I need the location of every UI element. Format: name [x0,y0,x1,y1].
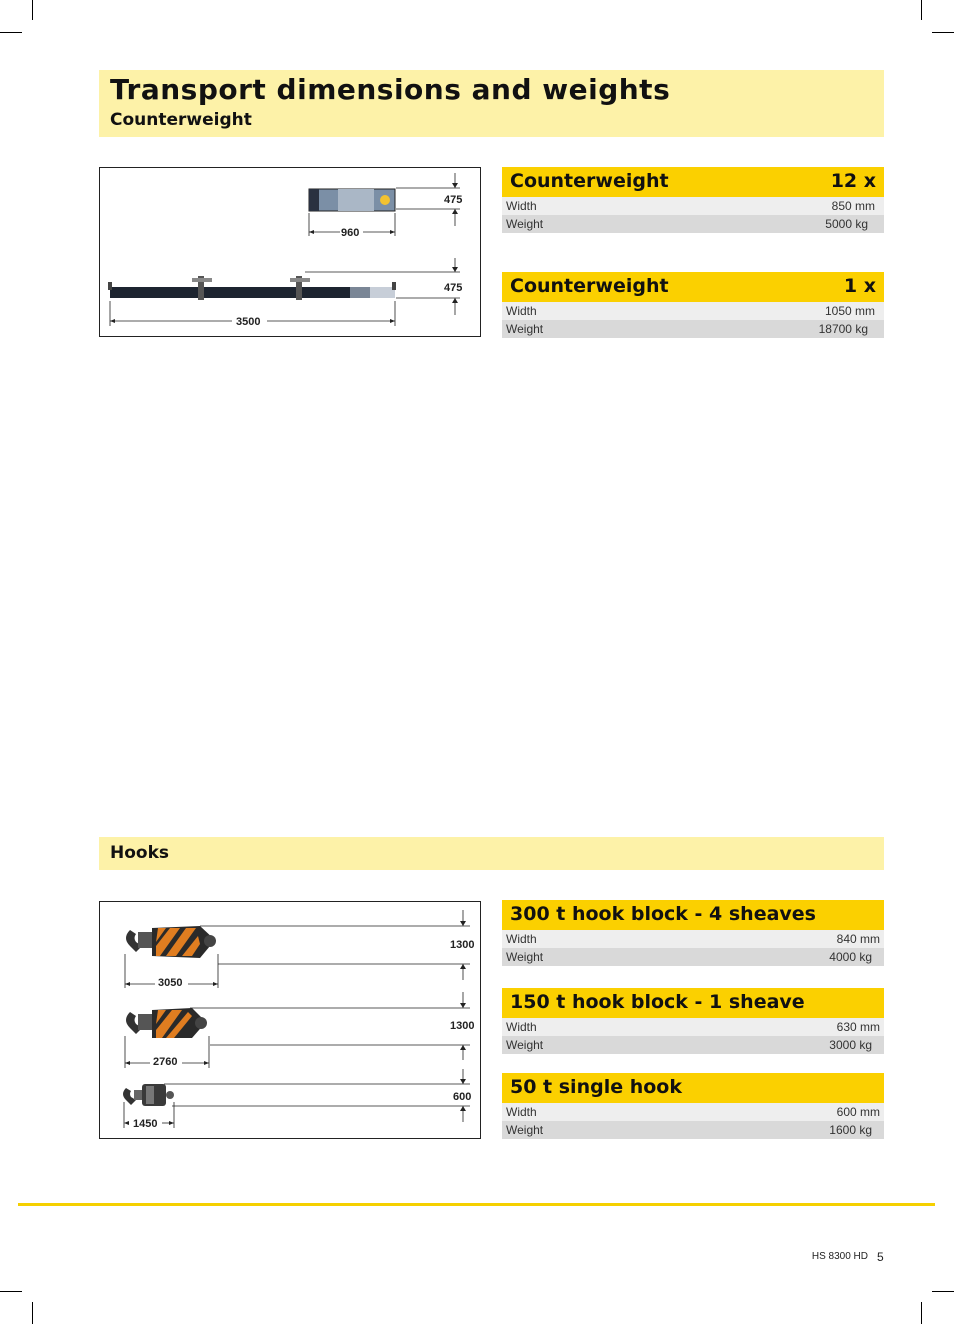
row-label: Weight [506,1123,544,1137]
page-number: 5 [877,1250,884,1264]
hook2-height-label: 1300 [450,1020,475,1032]
hook-table-50t [502,1073,884,1139]
table-header [502,900,884,930]
hook-block-4-sheaves-shape [126,926,216,958]
table-row [502,1121,884,1139]
table-title: Counterweight [510,170,669,192]
hook-table-300t [502,900,884,966]
table-row [502,1036,884,1054]
row-value: 850 mm [831,199,875,213]
hook-table-150t [502,988,884,1054]
table-header [502,167,884,197]
row-label: Width [506,304,537,318]
row-label: Width [506,1020,537,1034]
row-value: 1050 mm [824,304,875,318]
hooks-section-header [99,837,884,870]
small-height-label: 475 [444,194,463,206]
hooks-figure [99,901,481,1139]
hook2-length-label: 2760 [153,1056,178,1068]
small-length-label: 960 [341,227,360,239]
table-row [502,1103,884,1121]
table-title: 150 t hook block - 1 sheave [510,991,805,1013]
row-label: Width [506,932,537,946]
row-label: Weight [506,217,544,231]
page-title: Transport dimensions and weights [110,73,671,106]
row-label: Weight [506,950,544,964]
counterweight-table-2 [502,272,884,338]
row-value: 3000 kg [829,1038,872,1052]
hook3-height-label: 600 [453,1091,472,1103]
table-header [502,272,884,302]
crop-mark [32,0,33,20]
crop-mark [0,1291,22,1292]
large-length-label: 3500 [236,316,261,328]
large-counterweight-shape [108,276,396,300]
single-hook-shape [123,1084,174,1106]
table-header [502,1073,884,1103]
hooks-title: Hooks [110,843,170,863]
row-label: Weight [506,322,544,336]
row-value: 5000 kg [825,217,868,231]
hook-block-1-sheave-shape [126,1008,207,1038]
large-height-label: 475 [444,282,463,294]
row-value: 18700 kg [818,322,868,336]
table-header [502,988,884,1018]
footer-model: HS 8300 HD [811,1251,868,1262]
crop-mark [932,32,954,33]
row-label: Width [506,1105,537,1119]
table-row [502,948,884,966]
table-title: 300 t hook block - 4 sheaves [510,903,816,925]
row-value: 630 mm [836,1020,880,1034]
page-header [99,70,884,137]
table-title: Counterweight [510,275,669,297]
crop-mark [921,0,922,20]
counterweight-drawing [100,168,480,336]
counterweight-figure [99,167,481,337]
row-label: Width [506,199,537,213]
row-value: 600 mm [836,1105,880,1119]
crop-mark [0,32,22,33]
table-row [502,215,884,233]
hook1-height-label: 1300 [450,939,475,951]
row-value: 4000 kg [829,950,872,964]
row-value: 1600 kg [829,1123,872,1137]
table-row [502,302,884,320]
hook1-length-label: 3050 [158,977,183,989]
table-row [502,1018,884,1036]
page-subtitle: Counterweight [110,110,252,130]
counterweight-table-1 [502,167,884,233]
crop-mark [932,1291,954,1292]
small-counterweight-shape [309,189,395,211]
table-quantity: 1 x [843,275,876,297]
table-title: 50 t single hook [510,1076,682,1098]
table-quantity: 12 x [830,170,876,192]
row-value: 840 mm [836,932,880,946]
row-label: Weight [506,1038,544,1052]
crop-mark [921,1302,922,1324]
hook3-length-label: 1450 [133,1118,158,1130]
crop-mark [32,1302,33,1324]
table-row [502,197,884,215]
table-row [502,320,884,338]
table-row [502,930,884,948]
footer-rule [18,1203,935,1206]
hooks-drawing [100,902,480,1138]
